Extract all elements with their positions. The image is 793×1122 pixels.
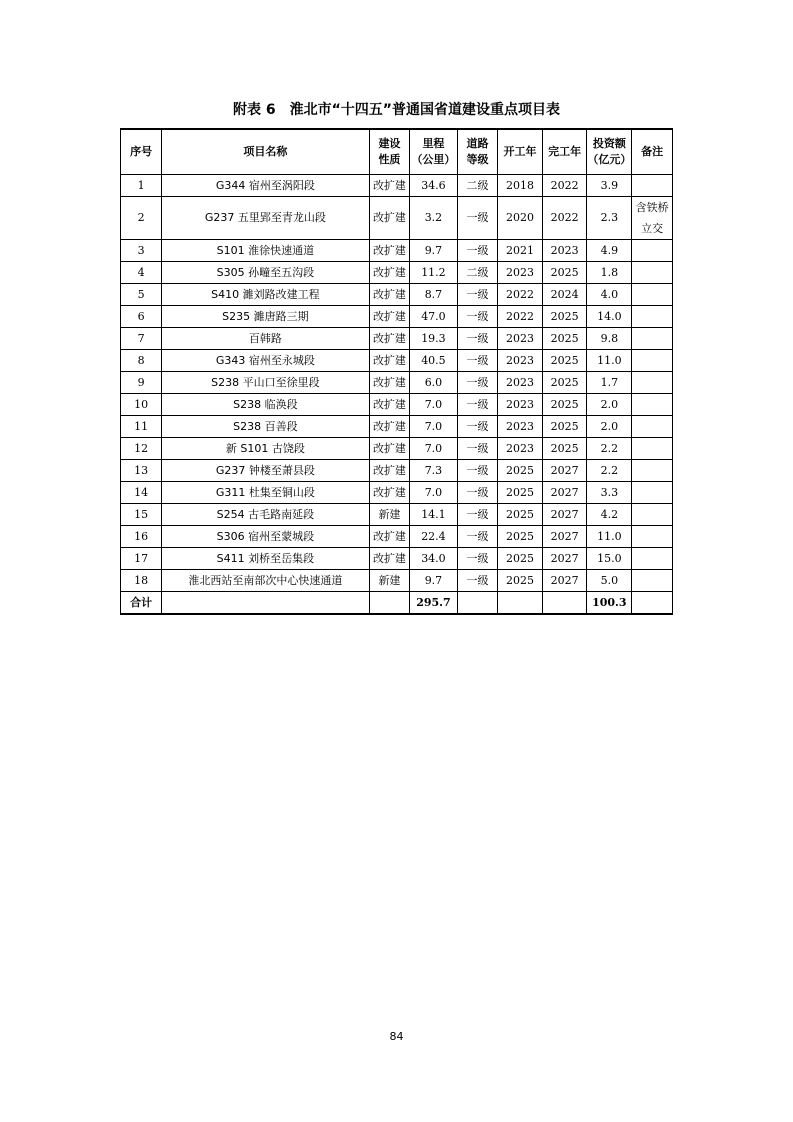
cell-seq: 9 xyxy=(121,372,162,394)
total-cell-grade xyxy=(457,592,498,615)
cell-seq: 13 xyxy=(121,460,162,482)
cell-grade: 一级 xyxy=(457,526,498,548)
cell-end: 2024 xyxy=(542,284,587,306)
total-cell-length: 295.7 xyxy=(410,592,457,615)
cell-seq: 6 xyxy=(121,306,162,328)
cell-end: 2025 xyxy=(542,328,587,350)
cell-seq: 4 xyxy=(121,262,162,284)
cell-invest: 1.8 xyxy=(587,262,632,284)
cell-invest: 2.0 xyxy=(587,416,632,438)
table-row xyxy=(121,482,673,504)
cell-grade: 一级 xyxy=(457,284,498,306)
cell-start: 2018 xyxy=(498,175,543,197)
header-name: 项目名称 xyxy=(162,129,369,175)
cell-length: 40.5 xyxy=(410,350,457,372)
cell-nature: 新建 xyxy=(369,504,410,526)
cell-seq: 18 xyxy=(121,570,162,592)
cell-note xyxy=(632,262,673,284)
table-row xyxy=(121,262,673,284)
header-seq: 序号 xyxy=(121,129,162,175)
cell-nature: 改扩建 xyxy=(369,240,410,262)
table-row xyxy=(121,197,673,240)
cell-invest: 14.0 xyxy=(587,306,632,328)
cell-nature: 改扩建 xyxy=(369,372,410,394)
table-row xyxy=(121,328,673,350)
cell-name: G343 宿州至永城段 xyxy=(162,350,369,372)
cell-grade: 一级 xyxy=(457,460,498,482)
projects-table xyxy=(120,128,673,615)
cell-name: S410 濉刘路改建工程 xyxy=(162,284,369,306)
total-row xyxy=(121,592,673,615)
cell-note: 含铁桥立交 xyxy=(632,197,673,240)
cell-seq: 1 xyxy=(121,175,162,197)
table-row xyxy=(121,416,673,438)
cell-length: 7.3 xyxy=(410,460,457,482)
cell-seq: 2 xyxy=(121,197,162,240)
cell-invest: 2.2 xyxy=(587,438,632,460)
cell-invest: 4.2 xyxy=(587,504,632,526)
cell-start: 2023 xyxy=(498,394,543,416)
cell-length: 7.0 xyxy=(410,438,457,460)
table-row xyxy=(121,570,673,592)
cell-note xyxy=(632,350,673,372)
total-cell-nature xyxy=(369,592,410,615)
cell-seq: 14 xyxy=(121,482,162,504)
cell-start: 2025 xyxy=(498,526,543,548)
table-row xyxy=(121,240,673,262)
cell-note xyxy=(632,284,673,306)
cell-grade: 一级 xyxy=(457,197,498,240)
cell-end: 2025 xyxy=(542,438,587,460)
cell-end: 2025 xyxy=(542,416,587,438)
total-cell-invest: 100.3 xyxy=(587,592,632,615)
header-end: 完工年 xyxy=(542,129,587,175)
cell-invest: 15.0 xyxy=(587,548,632,570)
cell-grade: 一级 xyxy=(457,548,498,570)
cell-seq: 12 xyxy=(121,438,162,460)
cell-length: 14.1 xyxy=(410,504,457,526)
table-row xyxy=(121,372,673,394)
cell-name: 百韩路 xyxy=(162,328,369,350)
cell-invest: 3.3 xyxy=(587,482,632,504)
cell-end: 2025 xyxy=(542,262,587,284)
header-length: 里程 （公里） xyxy=(410,129,457,175)
cell-start: 2023 xyxy=(498,438,543,460)
cell-start: 2023 xyxy=(498,262,543,284)
cell-end: 2027 xyxy=(542,526,587,548)
cell-note xyxy=(632,240,673,262)
cell-end: 2023 xyxy=(542,240,587,262)
cell-end: 2027 xyxy=(542,460,587,482)
cell-invest: 11.0 xyxy=(587,526,632,548)
table-row xyxy=(121,548,673,570)
cell-name: S305 孙疃至五沟段 xyxy=(162,262,369,284)
cell-note xyxy=(632,460,673,482)
cell-invest: 9.8 xyxy=(587,328,632,350)
cell-invest: 2.0 xyxy=(587,394,632,416)
cell-name: G237 五里郢至青龙山段 xyxy=(162,197,369,240)
cell-nature: 新建 xyxy=(369,570,410,592)
cell-note xyxy=(632,504,673,526)
cell-length: 9.7 xyxy=(410,570,457,592)
cell-seq: 11 xyxy=(121,416,162,438)
cell-seq: 17 xyxy=(121,548,162,570)
cell-start: 2023 xyxy=(498,350,543,372)
cell-invest: 4.0 xyxy=(587,284,632,306)
cell-nature: 改扩建 xyxy=(369,548,410,570)
cell-length: 11.2 xyxy=(410,262,457,284)
table-row xyxy=(121,504,673,526)
cell-note xyxy=(632,482,673,504)
cell-length: 7.0 xyxy=(410,394,457,416)
cell-seq: 15 xyxy=(121,504,162,526)
cell-name: S235 濉唐路三期 xyxy=(162,306,369,328)
table-row xyxy=(121,175,673,197)
cell-length: 7.0 xyxy=(410,482,457,504)
cell-length: 34.6 xyxy=(410,175,457,197)
table-row xyxy=(121,306,673,328)
cell-seq: 10 xyxy=(121,394,162,416)
cell-name: G311 杜集至铜山段 xyxy=(162,482,369,504)
table-title: 附表 6 淮北市“十四五”普通国省道建设重点项目表 xyxy=(232,102,561,118)
cell-nature: 改扩建 xyxy=(369,460,410,482)
total-cell-end xyxy=(542,592,587,615)
cell-seq: 8 xyxy=(121,350,162,372)
cell-name: S238 临涣段 xyxy=(162,394,369,416)
cell-nature: 改扩建 xyxy=(369,306,410,328)
total-cell-start xyxy=(498,592,543,615)
header-grade: 道路 等级 xyxy=(457,129,498,175)
cell-end: 2027 xyxy=(542,548,587,570)
cell-start: 2020 xyxy=(498,197,543,240)
table-row xyxy=(121,284,673,306)
cell-note xyxy=(632,306,673,328)
cell-note xyxy=(632,526,673,548)
cell-start: 2022 xyxy=(498,306,543,328)
cell-start: 2025 xyxy=(498,570,543,592)
cell-grade: 一级 xyxy=(457,438,498,460)
total-cell-note xyxy=(632,592,673,615)
cell-name: 新 S101 古饶段 xyxy=(162,438,369,460)
cell-note xyxy=(632,372,673,394)
cell-start: 2023 xyxy=(498,416,543,438)
cell-note xyxy=(632,394,673,416)
cell-start: 2025 xyxy=(498,548,543,570)
cell-length: 19.3 xyxy=(410,328,457,350)
cell-note xyxy=(632,175,673,197)
header-start: 开工年 xyxy=(498,129,543,175)
cell-nature: 改扩建 xyxy=(369,482,410,504)
cell-length: 9.7 xyxy=(410,240,457,262)
cell-start: 2025 xyxy=(498,460,543,482)
cell-nature: 改扩建 xyxy=(369,350,410,372)
cell-invest: 5.0 xyxy=(587,570,632,592)
cell-start: 2022 xyxy=(498,284,543,306)
cell-start: 2021 xyxy=(498,240,543,262)
cell-length: 3.2 xyxy=(410,197,457,240)
cell-start: 2023 xyxy=(498,372,543,394)
cell-grade: 一级 xyxy=(457,394,498,416)
cell-name: G344 宿州至涡阳段 xyxy=(162,175,369,197)
cell-name: S411 刘桥至岳集段 xyxy=(162,548,369,570)
cell-start: 2025 xyxy=(498,482,543,504)
cell-seq: 3 xyxy=(121,240,162,262)
total-cell-name xyxy=(162,592,369,615)
cell-length: 34.0 xyxy=(410,548,457,570)
table-row xyxy=(121,394,673,416)
table-row xyxy=(121,460,673,482)
cell-invest: 2.3 xyxy=(587,197,632,240)
cell-invest: 4.9 xyxy=(587,240,632,262)
cell-invest: 3.9 xyxy=(587,175,632,197)
cell-grade: 一级 xyxy=(457,306,498,328)
page-number: 84 xyxy=(389,1030,404,1043)
cell-grade: 一级 xyxy=(457,328,498,350)
cell-end: 2025 xyxy=(542,306,587,328)
cell-grade: 一级 xyxy=(457,504,498,526)
table-header xyxy=(121,129,673,175)
table-body xyxy=(121,175,673,615)
header-note: 备注 xyxy=(632,129,673,175)
table-row xyxy=(121,438,673,460)
cell-grade: 一级 xyxy=(457,350,498,372)
cell-end: 2027 xyxy=(542,482,587,504)
cell-name: S101 淮徐快速通道 xyxy=(162,240,369,262)
cell-note xyxy=(632,328,673,350)
cell-nature: 改扩建 xyxy=(369,526,410,548)
cell-note xyxy=(632,548,673,570)
cell-nature: 改扩建 xyxy=(369,175,410,197)
cell-length: 47.0 xyxy=(410,306,457,328)
cell-note xyxy=(632,416,673,438)
cell-invest: 1.7 xyxy=(587,372,632,394)
cell-nature: 改扩建 xyxy=(369,197,410,240)
cell-invest: 2.2 xyxy=(587,460,632,482)
cell-nature: 改扩建 xyxy=(369,284,410,306)
cell-start: 2023 xyxy=(498,328,543,350)
cell-grade: 一级 xyxy=(457,482,498,504)
cell-note xyxy=(632,438,673,460)
cell-end: 2025 xyxy=(542,350,587,372)
cell-grade: 二级 xyxy=(457,175,498,197)
cell-name: S254 古毛路南延段 xyxy=(162,504,369,526)
cell-grade: 一级 xyxy=(457,570,498,592)
total-cell-seq: 合计 xyxy=(121,592,162,615)
header-nature: 建设 性质 xyxy=(369,129,410,175)
cell-grade: 一级 xyxy=(457,372,498,394)
cell-note xyxy=(632,570,673,592)
cell-name: S238 平山口至徐里段 xyxy=(162,372,369,394)
cell-name: S306 宿州至蒙城段 xyxy=(162,526,369,548)
cell-length: 8.7 xyxy=(410,284,457,306)
cell-grade: 一级 xyxy=(457,416,498,438)
cell-end: 2025 xyxy=(542,394,587,416)
header-invest: 投资额 （亿元） xyxy=(587,129,632,175)
cell-nature: 改扩建 xyxy=(369,328,410,350)
cell-end: 2027 xyxy=(542,504,587,526)
table-row xyxy=(121,526,673,548)
cell-length: 7.0 xyxy=(410,416,457,438)
cell-nature: 改扩建 xyxy=(369,438,410,460)
cell-nature: 改扩建 xyxy=(369,262,410,284)
cell-length: 22.4 xyxy=(410,526,457,548)
cell-name: G237 钟楼至萧县段 xyxy=(162,460,369,482)
cell-end: 2025 xyxy=(542,372,587,394)
cell-nature: 改扩建 xyxy=(369,394,410,416)
cell-end: 2022 xyxy=(542,197,587,240)
cell-length: 6.0 xyxy=(410,372,457,394)
table-row xyxy=(121,350,673,372)
cell-end: 2022 xyxy=(542,175,587,197)
cell-end: 2027 xyxy=(542,570,587,592)
cell-seq: 7 xyxy=(121,328,162,350)
cell-seq: 5 xyxy=(121,284,162,306)
cell-name: S238 百善段 xyxy=(162,416,369,438)
cell-seq: 16 xyxy=(121,526,162,548)
cell-name: 淮北西站至南部次中心快速通道 xyxy=(162,570,369,592)
cell-nature: 改扩建 xyxy=(369,416,410,438)
cell-start: 2025 xyxy=(498,504,543,526)
cell-grade: 二级 xyxy=(457,262,498,284)
cell-invest: 11.0 xyxy=(587,350,632,372)
cell-grade: 一级 xyxy=(457,240,498,262)
